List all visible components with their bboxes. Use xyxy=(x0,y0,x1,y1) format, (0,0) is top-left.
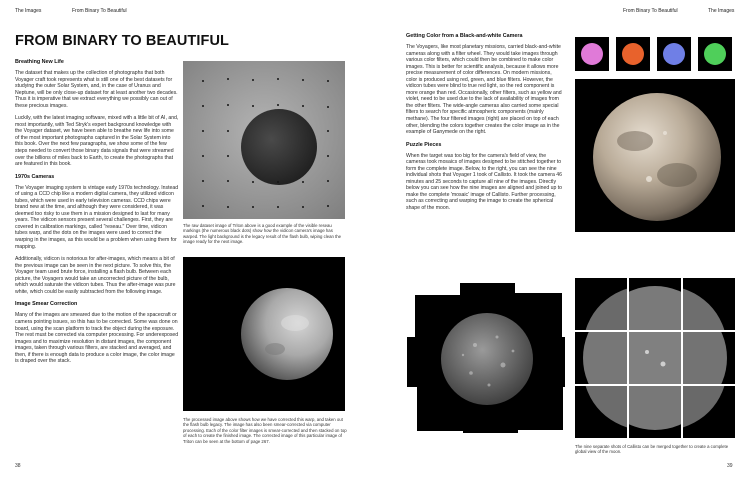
paragraph: When the target was too big for the camera's field of view, the cameras took mosaics of images designed to be stitched together to form the complete image. Below, to the right, you can see the nine individual shots that Voyager 1 took of Callisto. It took the camera 46 minutes and 25 seconds to capture all nine of the images. Directly below you can see how the nine images are aligned and joined up to make the complete 'mosaic' image of Callisto. Further processing, such as correcting and warping the image to create the spherical shape of the moon. xyxy=(406,152,563,212)
caption-raw-triton: The raw dataset image of Triton above is a good example of the visible reseau markings (the numerous black dots) show how the vidicon camera's image has warped. The light background is the legacy result of the flash bulb, wiping clean the image ready for the next image. xyxy=(183,223,342,245)
running-header-chapter-left: From Binary To Beautiful xyxy=(72,8,127,14)
paragraph: The dataset that makes up the collection of photographs that both Voyager craft took represents what is still one of the best datasets for studying the outer Solar System, and, in the case of Uranus and Neptune, will be only close-up dataset for at least another two decades. Thus it is imperative that we extract everything we possibly can out of these precious images. xyxy=(15,70,178,109)
callisto-shot xyxy=(683,386,735,438)
filter-image-violet xyxy=(575,37,609,71)
filter-image-blue xyxy=(657,37,691,71)
filter-images-strip xyxy=(575,37,735,71)
callisto-shot xyxy=(575,278,627,330)
paragraph: Luckily, with the latest imaging software, mixed with a little bit of AI, and, most importantly, with Ted Stryk's expert background knowledge with the Voyager dataset, we have been able to breathe new life into some of the most important photographs captured in the Solar System into this book. Over the next few paragraphs, we show some of the few steps needed to convert those binary data signals that were streamed over the billions of miles back to Earth, to create the photographs that are featured in this book. xyxy=(15,115,179,168)
callisto-shot xyxy=(575,386,627,438)
page-title: FROM BINARY TO BEAUTIFUL xyxy=(15,33,229,49)
callisto-shot xyxy=(575,332,627,384)
heading-puzzle-pieces: Puzzle Pieces xyxy=(406,141,442,148)
page-number-right: 39 xyxy=(727,463,733,469)
callisto-shot xyxy=(629,278,681,330)
callisto-shot xyxy=(683,332,735,384)
raw-triton-image xyxy=(183,61,345,219)
right-text-column xyxy=(406,33,563,212)
paragraph: The Voyager imaging system is vintage early 1970s technology. Instead of using a CCD chip like a modern digital camera, they utilized vidicon tubes, which were used in early television cameras. CCD chips were brand new at the time, and although they were considered, it was deemed too risky to use them in a mission designed to last for many years. The vidicon sensors present several challenges. First, they are covered in calibration markings, called "reseau." Over time, vidicon tubes warp, and the dots on the images were used to correct the warping in the images, as this would be a problem when using them for mapping. xyxy=(15,184,179,250)
page-number-left: 38 xyxy=(15,463,21,469)
callisto-shot xyxy=(683,278,735,330)
callisto-shot xyxy=(629,332,681,384)
paragraph: Many of the images are smeared due to the motion of the spacecraft or camera pointing issues, so this has to be corrected. Some was done on board, using the scan platform to track the object during the exposure. The rest must be corrected via computer processing. For underexposed images and to maximize resolution in distant images, the component images, taken through various filters, are stacked and averaged, and then, if there is enough data to produce a color image, the color image is draped over the stack. xyxy=(15,312,179,365)
running-header-section-left: The Images xyxy=(15,8,42,14)
running-header-chapter-right: From Binary To Beautiful xyxy=(623,8,678,14)
callisto-shot xyxy=(629,386,681,438)
heading-getting-color: Getting Color from a Black-and-white Camera xyxy=(406,33,523,39)
paragraph: Additionally, vidicon is notorious for after-images, which means a bit of the previous image can be seen in the next picture. To solve this, the Voyager team used brute force, installing a flash bulb. Between each picture, the Voyagers would take an uncorrected picture of the bulb, which would saturate the vidicon tubes. Thus the after-image was pure white, which could be easily subtracted from the following image. xyxy=(15,256,176,295)
caption-processed-triton: The processed image above shows how we have corrected this warp, and taken out the flash bulb legacy. The image has also been smear-corrected via computer processing. Each of the color filter images is smear-corrected and then stacked on top of each to create the finished image. The corrected image of this particular image of Triton can be seen at the bottom of page 267. xyxy=(183,417,347,444)
filter-image-green xyxy=(698,37,732,71)
left-text-column xyxy=(15,59,179,365)
callisto-nine-shots-grid xyxy=(575,278,735,436)
heading-image-smear-correction: Image Smear Correction xyxy=(15,301,78,308)
ganymede-color-image xyxy=(575,79,735,232)
paragraph: The Voyagers, like most planetary missions, carried black-and-white cameras along with a filter wheel. They would take images through various color filters, which could then be combined to make color images. This is better for scientific analysis, because it allows more precise measurement of color differences. On modern missions, color is produced using red, green, and blue filters. However, the vidicon tubes were blind to true red light, so the red component is more orange than red. Occasionally, other filters, such as yellow and violet, need to be used due to the lack of availability of images from the other filters. The wide-angle cameras also carried some special filters to search for specific atmospheric components (mainly methane). The four filtered images (right) are placed on top of each other, blending the colors together creates the color image as in the example of Ganymede on the right. xyxy=(406,44,562,136)
callisto-mosaic-image xyxy=(405,275,568,440)
running-header-section-right: The Images xyxy=(708,8,735,14)
heading-breathing-new-life: Breathing New Life xyxy=(15,59,64,65)
heading-1970s-cameras: 1970s Cameras xyxy=(15,173,55,180)
processed-triton-image xyxy=(183,257,345,411)
filter-image-orange xyxy=(616,37,650,71)
caption-callisto-grid: The nine separate shots of Callisto can be merged together to create a complete global view of the moon. xyxy=(575,444,729,455)
